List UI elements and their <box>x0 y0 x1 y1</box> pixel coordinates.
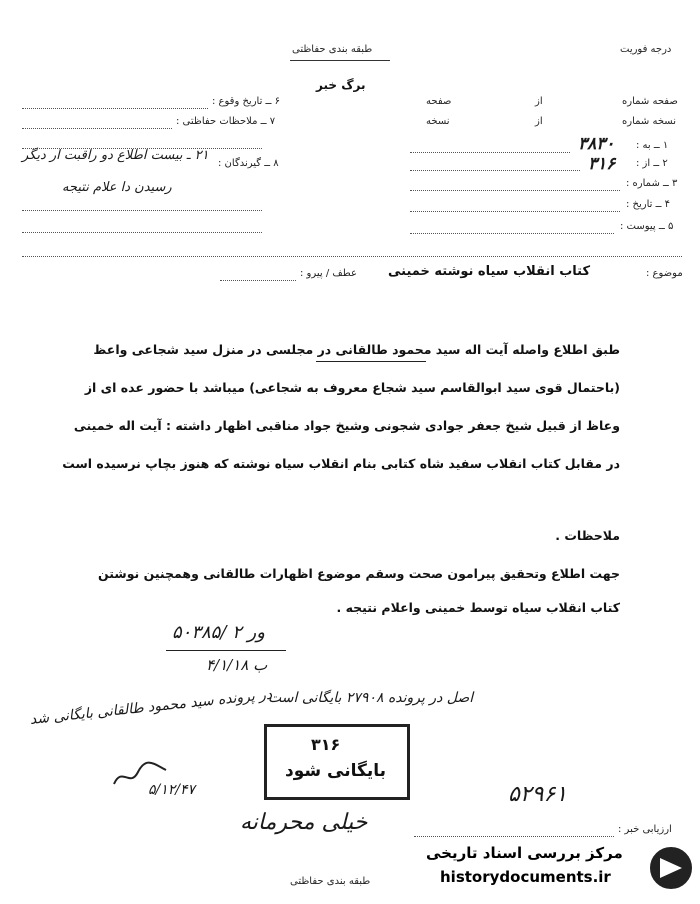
copy-suffix-label: نسخه <box>426 116 450 127</box>
field-number-line <box>410 190 620 191</box>
watermark-title: مرکز بررسی اسناد تاریخی <box>426 844 623 862</box>
body-underline <box>316 361 426 362</box>
evaluation-label: ارزیابی خبر : <box>618 824 672 835</box>
handwritten-number-underline <box>166 650 286 651</box>
field-number-label: ۳ ــ شماره : <box>626 178 678 189</box>
field-security-notes-line <box>22 128 172 129</box>
notes-line-2: کتاب انقلاب سیاه توسط خمینی واعلام نتیجه . <box>336 600 620 615</box>
handwritten-side-number: ۵۲۹۶۱ <box>508 782 568 807</box>
handwritten-date-2: ۵/۱۲/۴۷ <box>148 782 196 798</box>
copy-from-label: از <box>535 116 543 127</box>
field-recipients-line <box>22 210 262 211</box>
archive-stamp <box>264 724 410 800</box>
watermark-url: historydocuments.ir <box>440 868 611 886</box>
field-to-line <box>410 152 570 153</box>
form-title: برگ خبر <box>316 78 366 92</box>
field-from-value: ۳۱۶ <box>588 154 616 174</box>
stamp-text: بایگانی شود <box>285 761 387 781</box>
body-line-4: در مقابل کتاب انقلاب سفید شاه کتابی بنام انقلاب سیاه نوشته که هنوز بچاپ نرسیده است <box>62 456 620 471</box>
body-line-1: طبق اطلاع واصله آیت اله سید محمود طالقانی در مجلسی در منزل سید شجاعی واعظ <box>93 342 620 357</box>
page-from-label: از <box>535 96 543 107</box>
field-date-line <box>410 211 620 212</box>
watermark <box>426 842 698 898</box>
handwritten-file-note: در پرونده سید محمود طالقانی بایگانی شد <box>29 686 273 728</box>
footer-classification: طبقه بندی حفاظتی <box>290 876 371 887</box>
notes-label: ملاحظات . <box>555 528 620 543</box>
handwritten-date: ۴/۱/۱۸ ب <box>206 656 268 674</box>
body-line-2: (باحتمال قوی سید ابوالقاسم سید شجاع معروف به شجاعی) میباشد با حضور عده ای از <box>84 380 620 395</box>
signature-scribble <box>110 756 170 796</box>
page-suffix-label: صفحه <box>426 96 452 107</box>
field-occurrence-line <box>22 108 208 109</box>
urgency-label: درجه فوریت <box>620 44 672 55</box>
subject-text: کتاب انقلاب سیاه نوشته خمینی <box>388 264 591 279</box>
field-to-label: ۱ ــ به : <box>636 140 669 151</box>
field-attachment-line <box>410 233 614 234</box>
page-number-label: صفحه شماره <box>622 96 678 107</box>
reference-label: عطف / پیرو : <box>300 268 357 279</box>
evaluation-line <box>414 836 614 837</box>
field-recipients-line-2 <box>22 232 262 233</box>
body-line-3: وعاظ از قبیل شیخ جعفر جوادی شجونی وشیخ جواد مناقبی اظهار داشته : آیت اله خمینی <box>73 418 620 433</box>
subject-top-divider <box>22 256 682 257</box>
stamp-number: ۳۱۶ <box>311 735 341 754</box>
watermark-logo-icon <box>646 842 696 894</box>
field-recipients-value: ۲۱ ـ بیست اطلاع دو راقبت ار دیگر <box>22 148 209 163</box>
notes-line-1: جهت اطلاع وتحقیق پیرامون صحت وسقم موضوع اظهارات طالقانی وهمچنین نوشتن <box>98 566 620 581</box>
field-security-notes-label: ۷ ــ ملاحظات حفاظتی : <box>176 116 276 127</box>
handwritten-archive-reference: اصل در پرونده ۲۷۹۰۸ بایگانی است <box>268 690 474 706</box>
field-from-label: ۲ ــ از : <box>636 158 668 169</box>
reference-line <box>220 280 296 281</box>
classification-label: طبقه بندی حفاظتی <box>292 44 373 55</box>
field-to-value: ۳۸۳۰ <box>578 134 615 154</box>
field-occurrence-date-label: ۶ ــ تاریخ وقوع : <box>212 96 280 107</box>
field-recipients-label: ۸ ــ گیرندگان : <box>218 158 279 169</box>
classification-underline <box>290 60 390 61</box>
handwritten-number: ۵۰۳۸۵/ ۲ ور <box>172 622 265 643</box>
field-from-line <box>410 170 580 171</box>
copy-number-label: نسخه شماره <box>622 116 676 127</box>
field-date-label: ۴ ــ تاریخ : <box>626 199 671 210</box>
field-attachment-label: ۵ ــ پیوست : <box>620 221 674 232</box>
subject-label: موضوع : <box>646 268 683 279</box>
handwritten-signature: خیلی محرمانه <box>240 810 368 835</box>
field-recipients-value-2: رسیدن دا علام نتیجه <box>62 180 172 195</box>
